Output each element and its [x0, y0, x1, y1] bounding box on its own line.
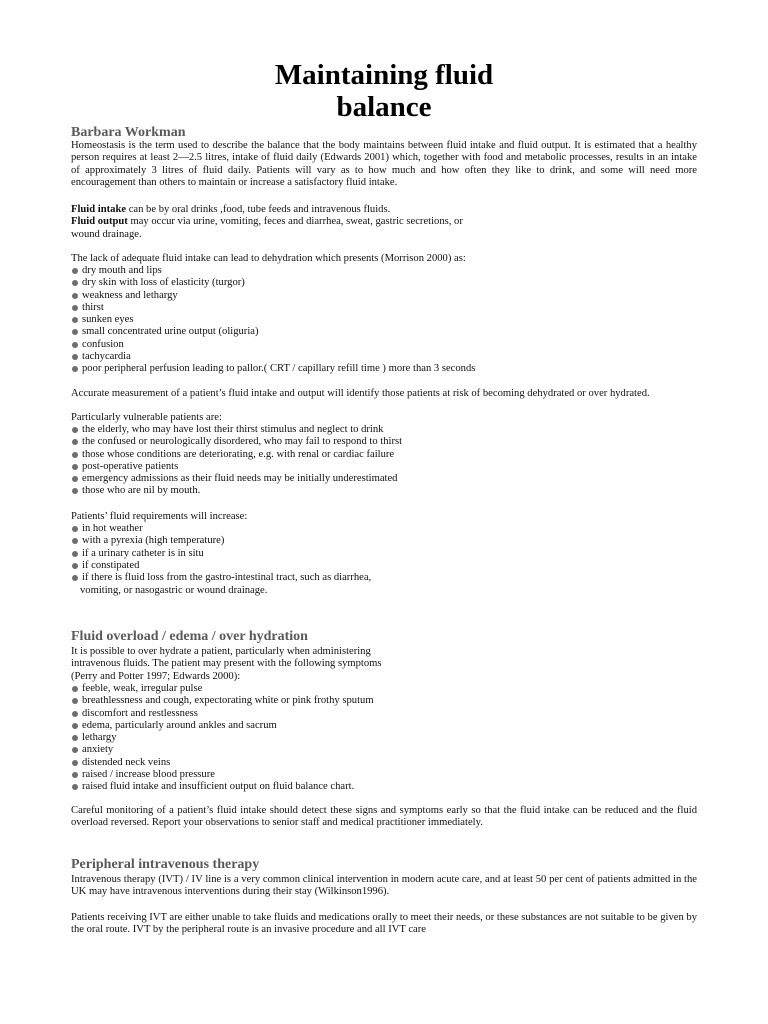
- bullet-icon: [72, 784, 78, 790]
- list-item-text: post-operative patients: [82, 460, 179, 472]
- list-item-text: discomfort and restlessness: [82, 707, 198, 719]
- bullet-icon: [72, 538, 78, 544]
- bullet-icon: [72, 268, 78, 274]
- list-item-text: edema, particularly around ankles and sacrum: [82, 719, 277, 731]
- list-item-text: if there is fluid loss from the gastro-intestinal tract, such as diarrhea,: [82, 572, 372, 584]
- bullet-icon: [72, 293, 78, 299]
- bullet-icon: [72, 476, 78, 482]
- bullet-icon: [72, 772, 78, 778]
- bullet-icon: [72, 711, 78, 717]
- bullet-icon: [72, 354, 78, 360]
- list-item: [71, 695, 697, 707]
- bullet-icon: [72, 427, 78, 433]
- list-item-text: dry skin with loss of elasticity (turgor): [82, 277, 245, 289]
- list-item-text: weakness and lethargy: [82, 289, 178, 301]
- bullet-icon: [72, 698, 78, 704]
- list-item-text: small concentrated urine output (oliguria): [82, 326, 259, 338]
- requirements-intro: Patients’ fluid requirements will increase:: [71, 511, 248, 522]
- dehydration-signs-list: [71, 265, 697, 376]
- list-item: [71, 339, 697, 351]
- list-item: [71, 720, 697, 732]
- bullet-icon: [72, 735, 78, 741]
- bullet-icon: [72, 760, 78, 766]
- intro-paragraph: Homeostasis is the term used to describe the balance that the body maintains between fluid intake and fluid output. It is estimated that a healthy person requires at least 2—2.5 litres, intake of fluid daily (Edwards 2001) which, together with food and metabolic processes, results in an intake of approximately 3 litres of fluid daily. Patients will vary as to how much and how often they like to drink, and some will need more encouragement than others to maintain or increase a satisfactory fluid intake.: [71, 140, 697, 188]
- list-item: [71, 781, 697, 793]
- list-item: [71, 535, 697, 547]
- list-item-text: tachycardia: [82, 351, 131, 363]
- list-item: [71, 277, 697, 289]
- list-item: [71, 732, 697, 744]
- list-item: [71, 302, 697, 314]
- list-item: [71, 461, 697, 473]
- document-title: [0, 59, 768, 123]
- ivt-paragraph-1: Intravenous therapy (IVT) / IV line is a very common clinical intervention in modern acute care, and at least 50 per cent of patients admitted in the UK may have intravenous interventions during their stay (Wilkinson1996).: [71, 874, 697, 898]
- list-item-text: anxiety: [82, 744, 114, 756]
- list-item-text: sunken eyes: [82, 314, 134, 326]
- overload-intro: [71, 646, 697, 683]
- title-line-2: balance: [336, 91, 432, 123]
- ivt-paragraph-2: Patients receiving IVT are either unable to take fluids and medications orally to meet their needs, or these substances are not suitable to be given by the oral route. IVT by the peripheral route is an invasive procedure and all IVT care: [71, 912, 697, 936]
- list-item-text: if constipated: [82, 559, 140, 571]
- list-item: [71, 560, 697, 572]
- list-item: [71, 363, 697, 375]
- list-item: [71, 744, 697, 756]
- vulnerable-patients-list: [71, 424, 697, 498]
- list-item-text: thirst: [82, 301, 104, 313]
- bullet-icon: [72, 439, 78, 445]
- overload-heading: Fluid overload / edema / over hydration: [71, 629, 308, 644]
- overload-signs-list: [71, 683, 697, 794]
- list-item: [71, 314, 697, 326]
- measurement-paragraph: Accurate measurement of a patient’s fluid intake and output will identify those patients at risk of becoming dehydrated or over hydrated.: [71, 388, 650, 399]
- fluid-intake-text: can be by oral drinks ,food, tube feeds and intravenous fluids.: [126, 204, 391, 215]
- bullet-icon: [72, 317, 78, 323]
- bullet-icon: [72, 563, 78, 569]
- bullet-icon: [72, 366, 78, 372]
- fluid-output-continuation: wound drainage.: [71, 228, 142, 240]
- list-item: [71, 436, 697, 448]
- list-item: [71, 290, 697, 302]
- bullet-icon: [72, 342, 78, 348]
- bullet-icon: [72, 329, 78, 335]
- fluid-requirements-list: [71, 523, 697, 584]
- list-item: [71, 473, 697, 485]
- fluid-output-text: may occur via urine, vomiting, feces and diarrhea, sweat, gastric secretions, or: [127, 216, 463, 228]
- bullet-icon: [72, 280, 78, 286]
- author-name: Barbara Workman: [71, 125, 186, 140]
- list-item: [71, 708, 697, 720]
- bullet-icon: [72, 747, 78, 753]
- list-item-text: poor peripheral perfusion leading to pallor.( CRT / capillary refill time ) more than 3 seconds: [82, 363, 476, 375]
- list-item: [71, 326, 697, 338]
- list-item-text: in hot weather: [82, 523, 143, 534]
- dehydration-intro: The lack of adequate fluid intake can lead to dehydration which presents (Morrison 2000) as:: [71, 253, 466, 264]
- list-item-text: emergency admissions as their fluid needs may be initially underestimated: [82, 473, 398, 485]
- bullet-icon: [72, 526, 78, 532]
- bullet-icon: [72, 575, 78, 581]
- list-item: [71, 485, 697, 497]
- list-item-text: raised fluid intake and insufficient output on fluid balance chart.: [82, 781, 355, 793]
- monitoring-paragraph: Careful monitoring of a patient’s fluid intake should detect these signs and symptoms early so that the fluid intake can be reduced and the fluid overload reversed. Report your observations to senior staff and medical practitioner immediately.: [71, 805, 697, 829]
- bullet-icon: [72, 452, 78, 458]
- bullet-icon: [72, 305, 78, 311]
- list-item: [71, 757, 697, 769]
- list-item-text: confusion: [82, 338, 124, 350]
- bullet-icon: [72, 488, 78, 494]
- list-item: [71, 265, 697, 277]
- list-item: [71, 548, 697, 560]
- list-item-text: breathlessness and cough, expectorating white or pink frothy sputum: [82, 695, 374, 707]
- requirements-continuation: vomiting, or nasogastric or wound drainage.: [80, 585, 268, 596]
- list-item-text: the elderly, who may have lost their thirst stimulus and neglect to drink: [82, 424, 384, 435]
- fluid-intake-definition: [71, 204, 697, 216]
- list-item-text: the confused or neurologically disordered, who may fail to respond to thirst: [82, 436, 403, 448]
- bullet-icon: [72, 686, 78, 692]
- title-line-1: Maintaining fluid: [274, 59, 494, 91]
- overload-intro-line: intravenous fluids. The patient may present with the following symptoms: [71, 658, 382, 670]
- bullet-icon: [72, 551, 78, 557]
- bullet-icon: [72, 723, 78, 729]
- list-item-text: raised / increase blood pressure: [82, 769, 215, 781]
- fluid-intake-label: Fluid intake: [71, 204, 127, 215]
- overload-intro-line: (Perry and Potter 1997; Edwards 2000):: [71, 670, 241, 682]
- list-item-text: those who are nil by mouth.: [82, 485, 201, 497]
- fluid-output-label: Fluid output: [71, 216, 128, 228]
- list-item: [71, 449, 697, 461]
- list-item: [71, 351, 697, 363]
- list-item: [71, 572, 697, 584]
- list-item: [71, 523, 697, 535]
- list-item-text: feeble, weak, irregular pulse: [82, 683, 203, 694]
- list-item-text: with a pyrexia (high temperature): [82, 535, 225, 547]
- vulnerable-intro: Particularly vulnerable patients are:: [71, 412, 222, 423]
- list-item-text: dry mouth and lips: [82, 265, 162, 276]
- overload-intro-line: It is possible to over hydrate a patient, particularly when administering: [71, 646, 371, 657]
- list-item: [71, 769, 697, 781]
- list-item: [71, 424, 697, 436]
- fluid-definitions: [71, 204, 697, 241]
- list-item-text: distended neck veins: [82, 756, 171, 768]
- ivt-heading: Peripheral intravenous therapy: [71, 857, 260, 872]
- fluid-output-definition: [71, 216, 697, 228]
- list-item-text: if a urinary catheter is in situ: [82, 547, 204, 559]
- list-item: [71, 683, 697, 695]
- list-item-text: those whose conditions are deteriorating, e.g. with renal or cardiac failure: [82, 448, 395, 460]
- bullet-icon: [72, 464, 78, 470]
- list-item-text: lethargy: [82, 732, 117, 744]
